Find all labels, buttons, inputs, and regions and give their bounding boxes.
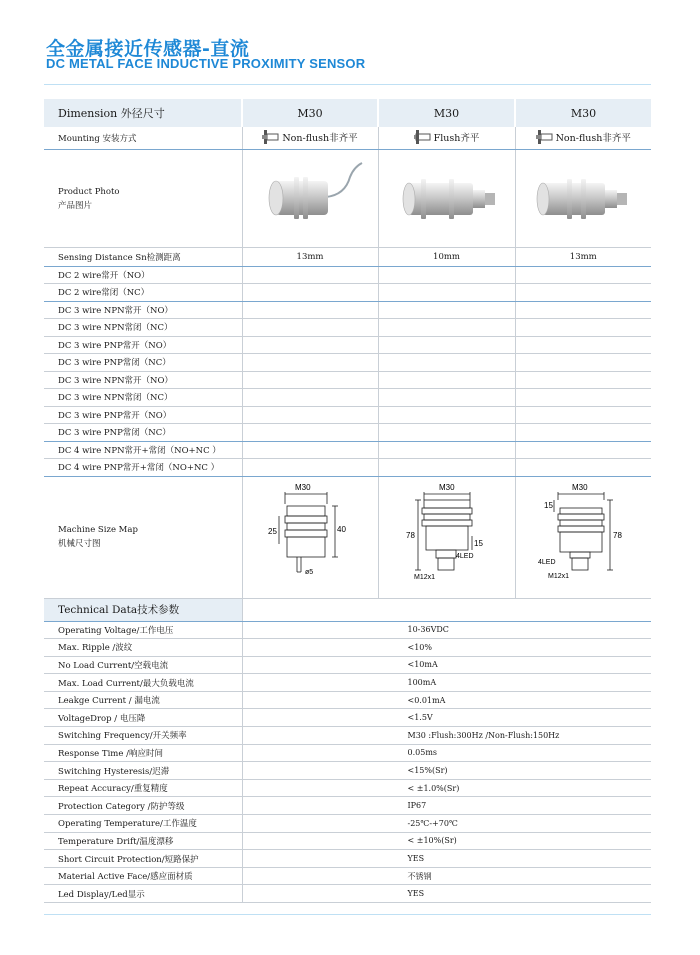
sensing-label: Sensing Distance Sn检测距离	[44, 248, 242, 267]
wiring-label: DC 3 wire PNP常开（NO）	[44, 406, 242, 424]
flush-mount-icon	[414, 130, 432, 144]
sensor-photo	[387, 157, 507, 237]
sensing-value: 10mm	[378, 248, 515, 267]
tech-label: Max. Ripple /波纹	[44, 639, 242, 657]
drawing-label: M12x1	[413, 573, 435, 581]
tech-value: <10%	[242, 639, 651, 657]
tech-label: Operating Voltage/工作电压	[44, 621, 242, 639]
dimension-label: Dimension 外径尺寸	[44, 99, 242, 127]
page-title-cn: 全金属接近传感器-直流	[46, 38, 250, 60]
wiring-row	[44, 266, 651, 284]
non-flush-mount-icon	[536, 130, 554, 144]
wiring-row	[44, 406, 651, 424]
tech-row	[44, 656, 651, 674]
drawing-label: 15	[544, 500, 554, 510]
tech-row	[44, 674, 651, 692]
tech-heading: Technical Data技术参数	[44, 598, 242, 621]
non-flush-mount-icon	[262, 130, 280, 144]
wiring-row	[44, 371, 651, 389]
tech-value: < ±10%(Sr)	[242, 832, 651, 850]
wiring-row	[44, 441, 651, 459]
tech-label: Material Active Face/感应面材质	[44, 867, 242, 885]
tech-value: 10-36VDC	[242, 621, 651, 639]
tech-row	[44, 885, 651, 903]
wiring-label: DC 3 wire NPN常闭（NC）	[44, 319, 242, 337]
sensing-value: 13mm	[242, 248, 378, 267]
wiring-label: DC 3 wire NPN常开（NO）	[44, 301, 242, 319]
wiring-label: DC 4 wire NPN常开+常闭（NO+NC ）	[44, 441, 242, 459]
tech-value: 不锈钢	[242, 867, 651, 885]
mounting-value: Non-flush非齐平	[282, 132, 358, 144]
drawing-label: 78	[613, 530, 623, 540]
tech-row	[44, 797, 651, 815]
drawing-label: M30	[295, 482, 311, 492]
tech-heading-row	[44, 598, 651, 621]
column-header: M30	[515, 99, 651, 127]
tech-row	[44, 744, 651, 762]
tech-row	[44, 691, 651, 709]
dimension-row	[44, 99, 651, 127]
tech-row	[44, 727, 651, 745]
tech-value: IP67	[242, 797, 651, 815]
wiring-row	[44, 354, 651, 372]
tech-row	[44, 850, 651, 868]
tech-label: Repeat Accuracy/重复精度	[44, 779, 242, 797]
drawing-label: M12x1	[548, 572, 570, 580]
wiring-row	[44, 336, 651, 354]
spec-table	[44, 99, 651, 903]
tech-label: Short Circuit Protection/短路保护	[44, 850, 242, 868]
tech-label: Led Display/Led显示	[44, 885, 242, 903]
mounting-row	[44, 127, 651, 150]
sensing-row	[44, 248, 651, 267]
tech-value: <15%(Sr)	[242, 762, 651, 780]
tech-label: Switching Hysteresis/迟滞	[44, 762, 242, 780]
tech-value: < ±1.0%(Sr)	[242, 779, 651, 797]
wiring-row	[44, 319, 651, 337]
drawing-label: 40	[337, 524, 346, 534]
dimension-drawing	[528, 480, 638, 592]
tech-row	[44, 621, 651, 639]
tech-row	[44, 815, 651, 833]
drawing-label: 25	[268, 526, 277, 536]
wiring-row	[44, 424, 651, 442]
wiring-row	[44, 389, 651, 407]
column-header: M30	[242, 99, 378, 127]
photo-row	[44, 150, 651, 248]
wiring-label: DC 3 wire PNP常闭（NC）	[44, 424, 242, 442]
drawing-label: ø5	[305, 568, 314, 576]
tech-value: M30 :Flush:300Hz /Non-Flush:150Hz	[242, 727, 651, 745]
drawing-label: 78	[405, 530, 415, 540]
tech-value: YES	[242, 850, 651, 868]
photo-label-cn: 产品图片	[58, 200, 93, 211]
machine-label-en: Machine Size Map	[58, 525, 138, 535]
tech-label: Switching Frequency/开关频率	[44, 727, 242, 745]
sensor-photo	[523, 157, 643, 237]
drawing-label: M30	[572, 482, 588, 492]
drawing-label: 4LED	[455, 552, 474, 560]
wiring-label: DC 3 wire PNP常开（NO）	[44, 336, 242, 354]
wiring-row	[44, 284, 651, 302]
tech-label: Leakge Current / 漏电流	[44, 691, 242, 709]
sensing-value: 13mm	[515, 248, 651, 267]
wiring-row	[44, 459, 651, 477]
tech-label: VoltageDrop / 电压降	[44, 709, 242, 727]
tech-row	[44, 867, 651, 885]
drawing-label: M30	[438, 482, 455, 492]
wiring-label: DC 4 wire PNP常开+常闭（NO+NC ）	[44, 459, 242, 477]
sensor-photo	[250, 157, 370, 237]
tech-label: Operating Temperature/工作温度	[44, 815, 242, 833]
tech-value: 100mA	[242, 674, 651, 692]
tech-row	[44, 779, 651, 797]
machine-label-cn: 机械尺寸图	[58, 539, 101, 549]
tech-label: Max. Load Current/最大负载电流	[44, 674, 242, 692]
tech-value: <1.5V	[242, 709, 651, 727]
wiring-label: DC 3 wire PNP常闭（NC）	[44, 354, 242, 372]
wiring-label: DC 2 wire常开（NO）	[44, 266, 242, 284]
wiring-label: DC 3 wire NPN常闭（NC）	[44, 389, 242, 407]
tech-row	[44, 639, 651, 657]
mounting-value: Flush齐平	[433, 132, 480, 144]
wiring-label: DC 2 wire常闭（NC）	[44, 284, 242, 302]
tech-row	[44, 832, 651, 850]
tech-label: Response Time /响应时间	[44, 744, 242, 762]
column-header: M30	[378, 99, 515, 127]
tech-label: Protection Category /防护等级	[44, 797, 242, 815]
drawing-label: 4LED	[538, 558, 556, 566]
page-title-en: DC METAL FACE INDUCTIVE PROXIMITY SENSOR	[46, 56, 366, 71]
photo-label-en: Product Photo	[58, 186, 120, 197]
tech-value: <10mA	[242, 656, 651, 674]
mounting-value: Non-flush非齐平	[555, 132, 631, 144]
dimension-drawing	[255, 480, 365, 592]
bottom-divider	[44, 914, 651, 915]
mounting-label: Mounting 安装方式	[44, 127, 242, 150]
tech-value: <0.01mA	[242, 691, 651, 709]
drawing-label: 15	[473, 538, 483, 548]
dimension-drawing	[392, 480, 502, 592]
tech-value: 0.05ms	[242, 744, 651, 762]
tech-row	[44, 762, 651, 780]
tech-label: No Load Current/空载电流	[44, 656, 242, 674]
tech-label: Temperature Drift/温度漂移	[44, 832, 242, 850]
top-divider	[44, 84, 651, 85]
tech-value: -25℃-+70℃	[242, 815, 651, 833]
wiring-label: DC 3 wire NPN常开（NO）	[44, 371, 242, 389]
machine-size-row	[44, 476, 651, 598]
wiring-row	[44, 301, 651, 319]
tech-value: YES	[242, 885, 651, 903]
tech-row	[44, 709, 651, 727]
